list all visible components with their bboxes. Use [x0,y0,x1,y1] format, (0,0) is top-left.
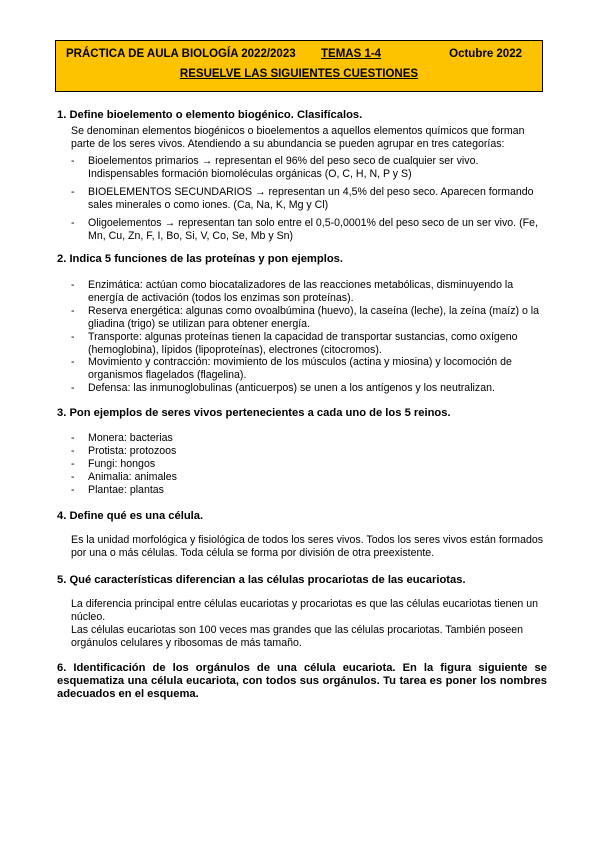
list-item: - Defensa: las inmunoglobulinas (anticuerpos) se unen a los antígenos y los neutralizan. [71,382,547,395]
question-6: 6. Identificación de los orgánulos de una célula eucariota. En la figura siguiente se esquematiza una célula eucariota, con todos sus orgánulos. Tu tarea es poner los nombres adecuados en el esquema. [57,662,547,700]
list-item: - Transporte: algunas proteínas tienen la capacidad de transportar sustancias, como oxígeno (hemoglobina), lípidos (lipoproteínas), electrones (citocromos). [71,331,547,357]
question-2: 2. Indica 5 funciones de las proteínas y pon ejemplos. [57,253,343,265]
list-item: - Plantae: plantas [71,484,547,497]
q5-answer-1: La diferencia principal entre células eucariotas y procariotas es que las células eucariotas tienen un núcleo. [71,598,538,624]
list-item: - Animalia: animales [71,471,547,484]
q1-list [71,155,547,247]
list-item: - Monera: bacterias [71,432,547,445]
q3-list [71,432,547,497]
list-item: - Enzimática: actúan como biocatalizadores de las reacciones metabólicas, disminuyendo la energía de activación (todos los enzimas son proteínas). [71,279,547,305]
q4-answer: Es la unidad morfológica y fisiológica de todos los seres vivos. Todos los seres vivos están formados por una o más células. Toda célula se forma por división de otra preexistente. [71,534,544,560]
header-box [55,40,543,92]
header-title: PRÁCTICA DE AULA BIOLOGÍA 2022/2023 [66,48,296,60]
header-subtitle: RESUELVE LAS SIGUIENTES CUESTIONES [179,68,419,80]
list-item: - Movimiento y contracción: movimiento de los músculos (actina y miosina) y locomoción de organismos flagelados (flagelina). [71,356,547,382]
question-3: 3. Pon ejemplos de seres vivos pertenecientes a cada uno de los 5 reinos. [57,407,451,419]
list-item: - Bioelementos primarios → representan el 96% del peso seco de cualquier ser vivo. Indispensables formación biomoléculas orgánicas (O, C, H, N, P y S) [71,155,547,181]
question-1: 1. Define bioelemento o elemento biogénico. Clasifícalos. [57,109,363,121]
header-temas: TEMAS 1-4 [321,48,382,60]
header-date: Octubre 2022 [449,48,522,60]
q5-answer-2: Las células eucariotas son 100 veces mas grandes que las células procariotas. También poseen orgánulos celulares y ribosomas de más tamaño. [71,624,524,650]
question-4: 4. Define qué es una célula. [57,510,204,522]
list-item: - Protista: protozoos [71,445,547,458]
list-item: - Oligoelementos → representan tan solo entre el 0,5-0,0001% del peso seco de un ser vivo. (Fe, Mn, Cu, Zn, F, I, Bo, Si, V, Co, Se, Mb y Sn) [71,217,547,243]
list-item: - BIOELEMENTOS SECUNDARIOS → representan un 4,5% del peso seco. Aparecen formando sales minerales o como iones. (Ca, Na, K, Mg y Cl) [71,186,547,212]
q2-list [71,279,547,395]
list-item: - Reserva energética: algunas como ovoalbúmina (huevo), la caseína (leche), la zeína (maíz) o la gliadina (trigo) se utilizan para obtener energía. [71,305,547,331]
q1-intro: Se denominan elementos biogénicos o bioelementos a aquellos elementos químicos que forman parte de los seres vivos. Atendiendo a su abundancia se pueden agrupar en tres categorías: [71,125,525,151]
question-5: 5. Qué características diferencian a las células procariotas de las eucariotas. [57,574,466,586]
list-item: - Fungi: hongos [71,458,547,471]
